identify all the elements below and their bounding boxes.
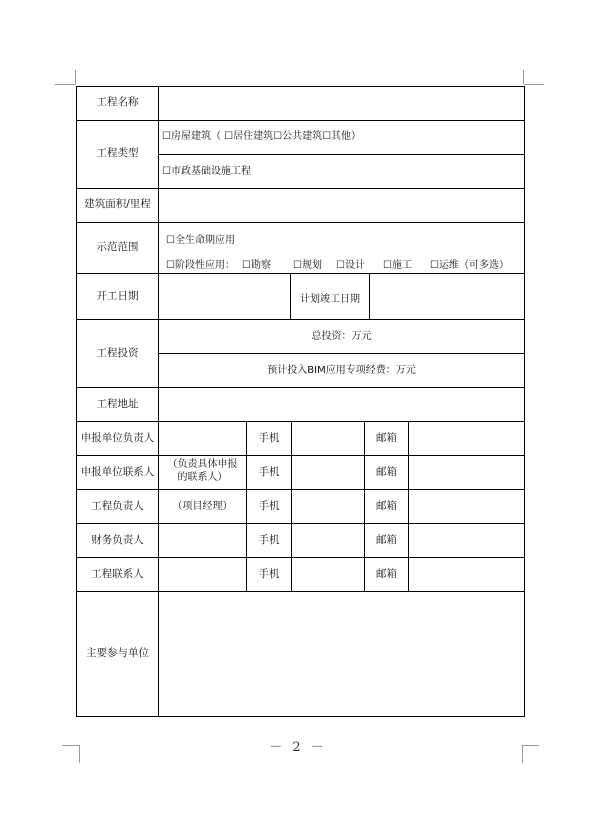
email-label: 邮箱 <box>376 466 397 478</box>
phone-label: 手机 <box>258 432 280 444</box>
demo-scope-option-construction[interactable]: ☐施工 <box>383 260 412 271</box>
demo-scope-stage-label[interactable]: ☐阶段性应用： <box>166 260 235 271</box>
demo-scope-option-survey[interactable]: ☐勘察 <box>242 260 271 271</box>
phone-label: 手机 <box>258 500 280 512</box>
planned-completion-field[interactable] <box>370 274 524 319</box>
project-type-label: 工程类型 <box>96 147 139 159</box>
address-label: 工程地址 <box>96 398 139 410</box>
demo-scope-full-lifecycle-option[interactable]: ☐全生命期应用 <box>166 235 235 246</box>
project-type-building-options[interactable]: ☐房屋建筑（ ☐居住建筑☐公共建筑☐其他） <box>162 131 362 142</box>
contact-role-label: 申报单位联系人 <box>80 466 155 478</box>
email-field[interactable] <box>409 524 524 557</box>
contact-name-field[interactable] <box>159 524 246 557</box>
investment-label: 工程投资 <box>96 347 139 359</box>
total-investment-field[interactable]: 总投资：万元 <box>311 331 372 342</box>
contact-name-field[interactable] <box>159 422 246 455</box>
contact-name-field[interactable] <box>159 558 246 591</box>
phone-field[interactable] <box>292 558 364 591</box>
participants-label: 主要参与单位 <box>86 647 149 659</box>
demo-scope-option-planning[interactable]: ☐规划 <box>293 260 322 271</box>
demo-scope-label: 示范范围 <box>96 241 139 253</box>
email-field[interactable] <box>409 422 524 455</box>
demo-scope-option-design[interactable]: ☐设计 <box>336 260 365 271</box>
email-label: 邮箱 <box>376 568 397 580</box>
start-date-field[interactable] <box>159 274 290 319</box>
area-label: 建筑面积/里程 <box>84 198 151 210</box>
contact-role-label: 申报单位负责人 <box>80 432 155 444</box>
participants-field[interactable] <box>159 592 524 716</box>
crop-mark <box>524 84 544 85</box>
area-field[interactable] <box>159 189 524 222</box>
contact-name-field[interactable] <box>159 456 246 489</box>
page-number: － 2 － <box>269 740 327 755</box>
phone-field[interactable] <box>292 456 364 489</box>
email-field[interactable] <box>409 490 524 523</box>
crop-mark <box>523 70 524 84</box>
contact-note: 的联系人） <box>177 472 228 483</box>
email-label: 邮箱 <box>376 534 397 546</box>
contact-note: （负责具体申报 <box>167 459 238 470</box>
phone-label: 手机 <box>258 466 280 478</box>
email-label: 邮箱 <box>376 432 397 444</box>
project-type-municipal-option[interactable]: ☐市政基础设施工程 <box>162 166 251 177</box>
contact-role-label: 财务负责人 <box>91 534 144 546</box>
contact-role-label: 工程联系人 <box>91 568 144 580</box>
phone-field[interactable] <box>292 422 364 455</box>
project-name-label: 工程名称 <box>96 96 139 108</box>
contact-note[interactable]: （项目经理） <box>172 501 233 512</box>
email-field[interactable] <box>409 456 524 489</box>
email-label: 邮箱 <box>376 500 397 512</box>
address-field[interactable] <box>159 388 524 421</box>
bim-funding-field[interactable]: 预计投入BIM应用专项经费：万元 <box>267 365 416 376</box>
contact-role-label: 工程负责人 <box>91 500 144 512</box>
phone-field[interactable] <box>292 490 364 523</box>
phone-label: 手机 <box>258 534 280 546</box>
crop-mark <box>55 84 75 85</box>
phone-label: 手机 <box>258 568 280 580</box>
start-date-label: 开工日期 <box>96 290 139 302</box>
email-field[interactable] <box>409 558 524 591</box>
crop-mark <box>75 70 76 84</box>
project-name-field[interactable] <box>159 87 524 120</box>
phone-field[interactable] <box>292 524 364 557</box>
demo-scope-option-operation[interactable]: ☐运维（可多选） <box>430 260 509 271</box>
planned-completion-label: 计划竣工日期 <box>300 294 360 305</box>
